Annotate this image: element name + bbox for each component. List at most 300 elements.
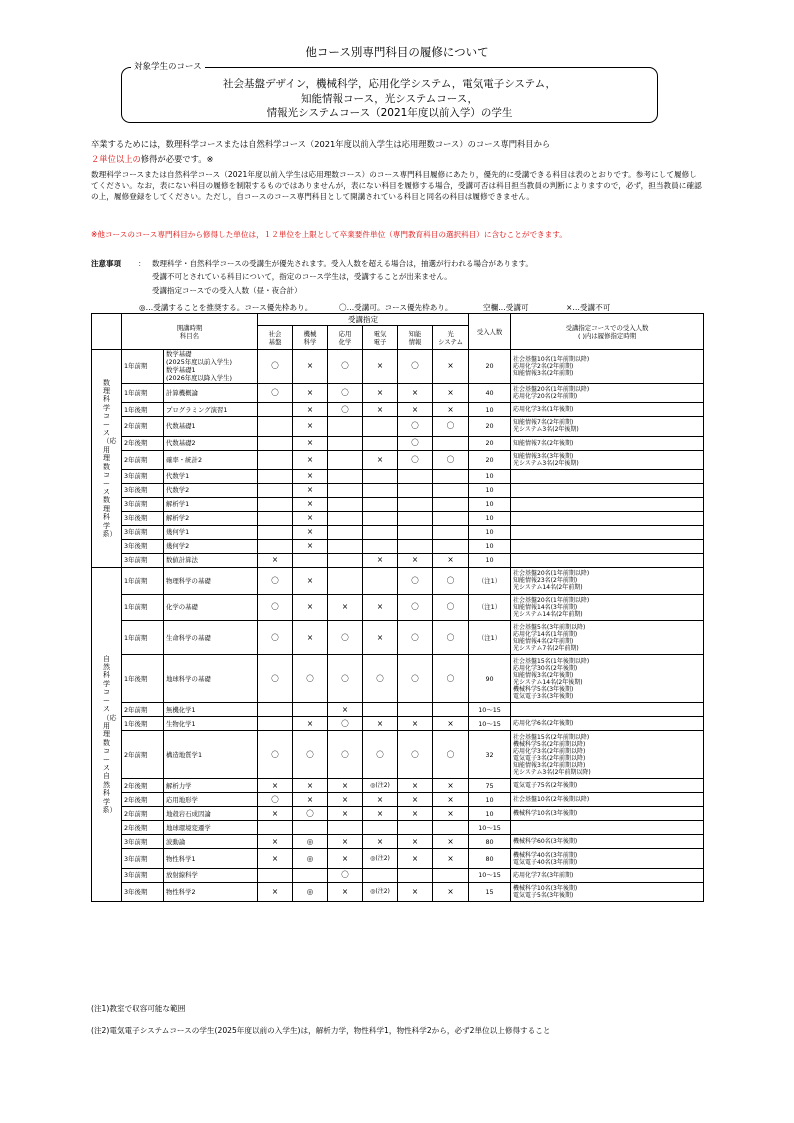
designation-cell: × (363, 594, 398, 621)
header-remark (511, 314, 704, 350)
designation-cell: 〇 (328, 731, 363, 779)
legend (139, 302, 719, 313)
header-subject-label: 科目名 (179, 331, 200, 340)
designation-cell (363, 469, 398, 483)
designation-cell: 〇 (398, 567, 433, 594)
header-course-part: システム (438, 337, 463, 346)
period-cell: 3年前期 (122, 868, 164, 882)
designation-cell: 〇 (433, 417, 469, 436)
capacity-cell: 15 (469, 882, 511, 901)
designation-cell: × (398, 553, 433, 567)
designation-cell: × (328, 793, 363, 807)
designation-cell (258, 469, 293, 483)
capacity-cell: （注1） (469, 567, 511, 594)
period-cell: 1年前期 (122, 567, 164, 594)
designation-cell: ◎ (293, 849, 328, 868)
subject-cell: 解析学1 (164, 497, 258, 511)
designation-cell: × (293, 469, 328, 483)
remark-cell: 社会基盤5名(3年前期以降) 応用化学14名(1年前期) 知能情報4名(2年前期) 光システム7名(2年前期) (511, 621, 704, 655)
period-cell: 1年前期 (122, 350, 164, 384)
table-row (92, 417, 704, 436)
remark-cell: 応用化学3名(1年後期) (511, 403, 704, 417)
subject-cell: 数値計算法 (164, 553, 258, 567)
legend-item: ◎…受講することを推奨する。コース優先枠あり。 (139, 303, 313, 312)
legend-item: 空欄…受講可 (483, 303, 529, 312)
designation-cell (363, 868, 398, 882)
header-course-part: 機械 (303, 329, 317, 338)
designation-cell: × (293, 511, 328, 525)
designation-cell (433, 511, 469, 525)
designation-cell: × (433, 383, 469, 402)
remark-cell (511, 497, 704, 511)
designation-cell (433, 821, 469, 835)
designation-cell: × (293, 403, 328, 417)
designation-cell: × (328, 835, 363, 849)
designation-cell (258, 821, 293, 835)
designation-cell: × (293, 621, 328, 655)
designation-cell (293, 553, 328, 567)
designation-cell: × (258, 553, 293, 567)
remark-cell: 社会基盤10名(2年後期以降) (511, 793, 704, 807)
designation-cell: 〇 (293, 807, 328, 821)
designation-cell: × (293, 483, 328, 497)
header-corner (92, 314, 122, 350)
header-capacity: 受入人数 (469, 314, 511, 350)
group-label-text: 自然科学コース（応用理数コース自然科学系） (102, 654, 117, 814)
designation-cell: × (363, 553, 398, 567)
designation-cell (398, 511, 433, 525)
designation-cell: ◎ (293, 835, 328, 849)
designation-cell: × (293, 350, 328, 384)
table-row (92, 497, 704, 511)
period-cell: 1年後期 (122, 654, 164, 702)
designation-cell: 〇 (363, 654, 398, 702)
designation-cell: 〇 (398, 350, 433, 384)
header-remark-title: 受講指定コースでの受入人数 (565, 323, 649, 332)
caution-line: 受講指定コースでの受入人数（昼・夜合計） (152, 285, 302, 295)
designation-cell: × (433, 835, 469, 849)
capacity-cell: 10 (469, 469, 511, 483)
table-row (92, 654, 704, 702)
table-row (92, 594, 704, 621)
group-label (92, 350, 122, 568)
remark-cell: 機械科学40名(3年前期) 電気電子40名(3年前期) (511, 849, 704, 868)
capacity-cell: 10～15 (469, 717, 511, 731)
designation-cell: × (433, 849, 469, 868)
remark-cell: 機械科学10名(3年後期) (511, 807, 704, 821)
designation-cell: 〇 (258, 350, 293, 384)
requirement-line: 卒業するためには，数理科学コースまたは自然科学コース（2021年度以前入学生は応用理数コース）のコース専門科目から (91, 139, 551, 149)
designation-cell: × (293, 779, 328, 793)
table-row (92, 450, 704, 469)
header-period-label: 開講時期 (176, 323, 203, 332)
period-cell: 1年前期 (122, 383, 164, 402)
subject-cell: 生命科学の基礎 (164, 621, 258, 655)
designation-cell: × (398, 779, 433, 793)
period-cell: 3年後期 (122, 882, 164, 901)
designation-cell: × (433, 779, 469, 793)
subject-cell: 数学基礎 (2025年度以前入学生) 数学基礎1 (2026年度以降入学生) (164, 350, 258, 384)
target-course-label: 対象学生のコース (131, 62, 205, 72)
header-course-part: 化学 (338, 337, 352, 346)
designation-cell (328, 539, 363, 553)
designation-cell: × (293, 525, 328, 539)
page-title: 他コース別専門科目の履修について (305, 45, 489, 59)
subject-cell: 計算機概論 (164, 383, 258, 402)
legend-item: 〇…受講可。コース優先枠あり。 (339, 303, 453, 312)
header-designation: 受講指定 (258, 314, 469, 326)
requirement-red-text: ２単位以上の (91, 154, 141, 164)
designation-cell (328, 450, 363, 469)
designation-cell: × (398, 882, 433, 901)
capacity-cell: 80 (469, 835, 511, 849)
table-row (92, 525, 704, 539)
table-row (92, 882, 704, 901)
remark-cell (511, 469, 704, 483)
header-course-part: 情報 (408, 337, 422, 346)
designation-cell (433, 703, 469, 717)
remark-cell: 応用化学6名(2年後期) (511, 717, 704, 731)
remark-cell: 機械科学60名(3年後期) (511, 835, 704, 849)
capacity-cell: 10 (469, 403, 511, 417)
table-row (92, 793, 704, 807)
header-course-part: 電気 (373, 329, 387, 338)
caution-label: 注意事項 (91, 259, 121, 268)
header-course (398, 326, 433, 350)
subject-cell: 地殻岩石成因論 (164, 807, 258, 821)
designation-cell: 〇 (398, 450, 433, 469)
table-row (92, 553, 704, 567)
subject-cell: 解析力学 (164, 779, 258, 793)
capacity-cell: 10 (469, 553, 511, 567)
capacity-cell: 10～15 (469, 703, 511, 717)
designation-cell (328, 483, 363, 497)
capacity-cell: 80 (469, 849, 511, 868)
designation-cell: 〇 (258, 621, 293, 655)
designation-cell: × (258, 849, 293, 868)
designation-cell: 〇 (363, 731, 398, 779)
designation-cell: × (433, 350, 469, 384)
designation-cell (258, 497, 293, 511)
designation-cell: 〇 (328, 621, 363, 655)
subject-cell: 代数学1 (164, 469, 258, 483)
designation-cell: × (398, 403, 433, 417)
designation-cell: × (433, 793, 469, 807)
designation-cell (398, 703, 433, 717)
designation-cell: × (293, 497, 328, 511)
designation-cell (363, 497, 398, 511)
period-cell: 1年前期 (122, 594, 164, 621)
designation-cell (363, 525, 398, 539)
period-cell: 3年後期 (122, 483, 164, 497)
designation-cell: ◎ (293, 882, 328, 901)
remark-cell: 知能情報3名(3年後期) 光システム3名(2年後期) (511, 450, 704, 469)
designation-cell: 〇 (328, 717, 363, 731)
header-period-subject (122, 314, 258, 350)
designation-cell: × (293, 567, 328, 594)
period-cell: 2年後期 (122, 779, 164, 793)
remark-cell: 社会基盤20名(1年前期以降) 知能情報23名(2年前期) 光システム14名(2年前期) (511, 567, 704, 594)
designation-cell: 〇 (433, 594, 469, 621)
designation-cell: × (328, 703, 363, 717)
designation-cell: × (363, 621, 398, 655)
subject-cell: 無機化学1 (164, 703, 258, 717)
designation-cell (398, 868, 433, 882)
designation-cell: × (363, 350, 398, 384)
designation-cell: 〇 (258, 654, 293, 702)
header-course (293, 326, 328, 350)
designation-cell: × (293, 539, 328, 553)
graduation-requirement (91, 137, 711, 167)
designation-cell: × (328, 779, 363, 793)
designation-cell (433, 525, 469, 539)
remark-cell (511, 539, 704, 553)
table-row (92, 539, 704, 553)
capacity-cell: 40 (469, 383, 511, 402)
course-table (91, 313, 704, 902)
designation-cell: ◎(注2) (363, 779, 398, 793)
designation-cell: × (293, 417, 328, 436)
period-cell: 3年前期 (122, 469, 164, 483)
capacity-cell: 20 (469, 350, 511, 384)
target-course-line: 情報光システムコース（2021年度以前入学）の学生 (266, 107, 513, 119)
designation-cell: × (293, 450, 328, 469)
remark-cell: 機械科学10名(3年後期) 電気電子5名(3年後期) (511, 882, 704, 901)
designation-cell: 〇 (328, 350, 363, 384)
designation-cell: ◎(注2) (363, 882, 398, 901)
remark-cell: 社会基盤20名(1年前期以降) 知能情報14名(3年前期) 光システム14名(2年前期) (511, 594, 704, 621)
designation-cell: 〇 (328, 654, 363, 702)
designation-cell (258, 403, 293, 417)
subject-cell: 代数基礎1 (164, 417, 258, 436)
capacity-cell: 75 (469, 779, 511, 793)
capacity-cell: 10 (469, 483, 511, 497)
table-row (92, 868, 704, 882)
capacity-cell: 10 (469, 793, 511, 807)
table-row (92, 403, 704, 417)
remark-cell: 社会基盤20名(1年前期以降) 応用化学20名(2年前期) (511, 383, 704, 402)
designation-cell (293, 703, 328, 717)
designation-cell (328, 567, 363, 594)
designation-cell (293, 821, 328, 835)
remark-cell: 知能情報7名(2年前期) 光システム3名(2年後期) (511, 417, 704, 436)
designation-cell: 〇 (398, 654, 433, 702)
designation-cell: × (433, 717, 469, 731)
designation-cell (433, 469, 469, 483)
subject-cell: 幾何学1 (164, 525, 258, 539)
remark-cell: 社会基盤15名(2年前期以降) 機械科学5名(2年前期以降) 応用化学3名(2年前期以降) 電気電子3名(2年前期以降) 知能情報3名(2年前期以降) 光システム3名(2年前期以降) (511, 731, 704, 779)
designation-cell: × (293, 594, 328, 621)
designation-cell: × (328, 882, 363, 901)
designation-cell: × (293, 436, 328, 450)
designation-cell (433, 539, 469, 553)
period-cell: 3年前期 (122, 835, 164, 849)
designation-cell (328, 511, 363, 525)
designation-cell (363, 417, 398, 436)
designation-cell (363, 511, 398, 525)
explanation-paragraph: 数理科学コースまたは自然科学コース（2021年度以前入学生は応用理数コース）のコース専門科目履修にあたり，優先的に受講できる科目は表のとおりです。参考にして履修してください。なお，表にない科目の履修を制限するものではありませんが，表にない科目を履修する場合，受講可否は科目担当教員の判断によりますので，必ず，担当教員に確認の上，履修登録をしてください。ただし，自コースのコース専門科目として開講されている科目と同名の科目は履修できません。 (91, 170, 702, 202)
remark-cell (511, 703, 704, 717)
remark-cell: 社会基盤15名(1年後期以降) 応用化学30名(2年後期) 知能情報3名(2年後期) 光システム14名(2年後期) 機械科学5名(3年後期) 電気電子3名(3年後期) (511, 654, 704, 702)
designation-cell: × (363, 835, 398, 849)
designation-cell: 〇 (258, 594, 293, 621)
header-course-part: 知能 (408, 329, 422, 338)
designation-cell (433, 436, 469, 450)
remark-cell: 応用化学7名(3年前期) (511, 868, 704, 882)
table-row (92, 436, 704, 450)
designation-cell: × (398, 793, 433, 807)
group-label (92, 567, 122, 901)
target-course-list (121, 77, 658, 121)
table-row (92, 717, 704, 731)
period-cell: 3年前期 (122, 849, 164, 868)
designation-cell: × (398, 383, 433, 402)
table-row (92, 350, 704, 384)
designation-cell: × (433, 403, 469, 417)
period-cell: 2年後期 (122, 793, 164, 807)
period-cell: 2年前期 (122, 703, 164, 717)
designation-cell: 〇 (258, 567, 293, 594)
remark-cell (511, 821, 704, 835)
header-course-part: 応用 (338, 329, 352, 338)
capacity-cell: （注1） (469, 594, 511, 621)
header-course (433, 326, 469, 350)
designation-cell: 〇 (328, 383, 363, 402)
designation-cell (398, 539, 433, 553)
designation-cell: × (258, 835, 293, 849)
designation-cell: × (363, 450, 398, 469)
designation-cell (293, 868, 328, 882)
capacity-cell: 10～15 (469, 821, 511, 835)
group-label-text: 数理科学コース（応用理数コース数理科学系） (102, 378, 117, 538)
period-cell: 1年後期 (122, 717, 164, 731)
header-course-part: 科学 (303, 337, 317, 346)
designation-cell (398, 483, 433, 497)
table-row (92, 703, 704, 717)
designation-cell: 〇 (433, 731, 469, 779)
remark-cell: 知能情報7名(2年後期) (511, 436, 704, 450)
designation-cell (328, 436, 363, 450)
designation-cell: 〇 (433, 450, 469, 469)
designation-cell (258, 539, 293, 553)
designation-cell (328, 821, 363, 835)
table-row (92, 821, 704, 835)
designation-cell: × (363, 403, 398, 417)
designation-cell (398, 525, 433, 539)
subject-cell: プログラミング演習1 (164, 403, 258, 417)
subject-cell: 幾何学2 (164, 539, 258, 553)
credit-limit-note: ※他コースのコース専門科目から修得した単位は，１２単位を上限として卒業要件単位（専門教育科目の選択科目）に含むことができます。 (91, 230, 567, 239)
remark-cell: 社会基盤10名(1年前期以降) 応用化学2名(2年前期) 知能情報3名(2年前期) (511, 350, 704, 384)
table-row (92, 483, 704, 497)
caution-colon: ： (138, 259, 146, 268)
subject-cell: 解析学2 (164, 511, 258, 525)
designation-cell: 〇 (328, 868, 363, 882)
capacity-cell: 90 (469, 654, 511, 702)
period-cell: 2年後期 (122, 821, 164, 835)
designation-cell (398, 497, 433, 511)
designation-cell: × (258, 779, 293, 793)
designation-cell: ◎(注2) (363, 849, 398, 868)
designation-cell: 〇 (328, 403, 363, 417)
designation-cell (433, 497, 469, 511)
designation-cell: 〇 (293, 731, 328, 779)
subject-cell: 地球環境変遷学 (164, 821, 258, 835)
legend-item: ×…受講不可 (566, 303, 611, 312)
designation-cell: × (293, 383, 328, 402)
designation-cell: × (328, 807, 363, 821)
table-row (92, 849, 704, 868)
table-row (92, 469, 704, 483)
designation-cell: × (258, 807, 293, 821)
designation-cell (258, 483, 293, 497)
table-row (92, 621, 704, 655)
requirement-rest-text: 修得が必要です。※ (140, 154, 214, 164)
subject-cell: 確率・統計2 (164, 450, 258, 469)
designation-cell (258, 703, 293, 717)
caution-line: 受講不可とされている科目について，指定のコース学生は，受講することが出来ません。 (152, 272, 452, 282)
capacity-cell: 20 (469, 450, 511, 469)
period-cell: 3年後期 (122, 539, 164, 553)
capacity-cell: 20 (469, 436, 511, 450)
designation-cell: × (433, 553, 469, 567)
header-course-part: 基盤 (268, 337, 282, 346)
requirement-line-2 (91, 152, 711, 167)
caution-line: 数理科学・自然科学コースの受講生が優先されます。受入人数を超える場合は，抽選が行われる場合があります。 (152, 259, 533, 268)
header-remark-subtitle: ( )内は履修指定時期 (577, 331, 637, 340)
table-row (92, 835, 704, 849)
subject-cell: 地球科学の基礎 (164, 654, 258, 702)
capacity-cell: 10 (469, 497, 511, 511)
period-cell: 2年後期 (122, 436, 164, 450)
capacity-cell: 32 (469, 731, 511, 779)
capacity-cell: 20 (469, 417, 511, 436)
table-row (92, 511, 704, 525)
period-cell: 2年前期 (122, 731, 164, 779)
designation-cell: × (258, 882, 293, 901)
period-cell: 1年後期 (122, 403, 164, 417)
designation-cell (363, 436, 398, 450)
designation-cell: × (293, 793, 328, 807)
target-course-line: 知能情報コース，光システムコース， (300, 92, 479, 105)
footnotes (91, 998, 711, 1042)
remark-cell: 電気電子75名(2年後期) (511, 779, 704, 793)
designation-cell: 〇 (398, 621, 433, 655)
designation-cell: × (363, 793, 398, 807)
designation-cell (328, 417, 363, 436)
designation-cell: 〇 (258, 383, 293, 402)
subject-cell: 生物化学1 (164, 717, 258, 731)
capacity-cell: 10 (469, 807, 511, 821)
header-course-part: 光 (447, 329, 454, 338)
remark-cell (511, 483, 704, 497)
designation-cell (363, 539, 398, 553)
designation-cell: × (433, 807, 469, 821)
subject-cell: 化学の基礎 (164, 594, 258, 621)
designation-cell (363, 703, 398, 717)
header-course (328, 326, 363, 350)
remark-cell (511, 525, 704, 539)
designation-cell (328, 469, 363, 483)
designation-cell (258, 717, 293, 731)
designation-cell: × (328, 849, 363, 868)
header-course (363, 326, 398, 350)
designation-cell: 〇 (398, 731, 433, 779)
period-cell: 3年前期 (122, 553, 164, 567)
subject-cell: 構造地質学1 (164, 731, 258, 779)
designation-cell (398, 821, 433, 835)
subject-cell: 放射線科学 (164, 868, 258, 882)
